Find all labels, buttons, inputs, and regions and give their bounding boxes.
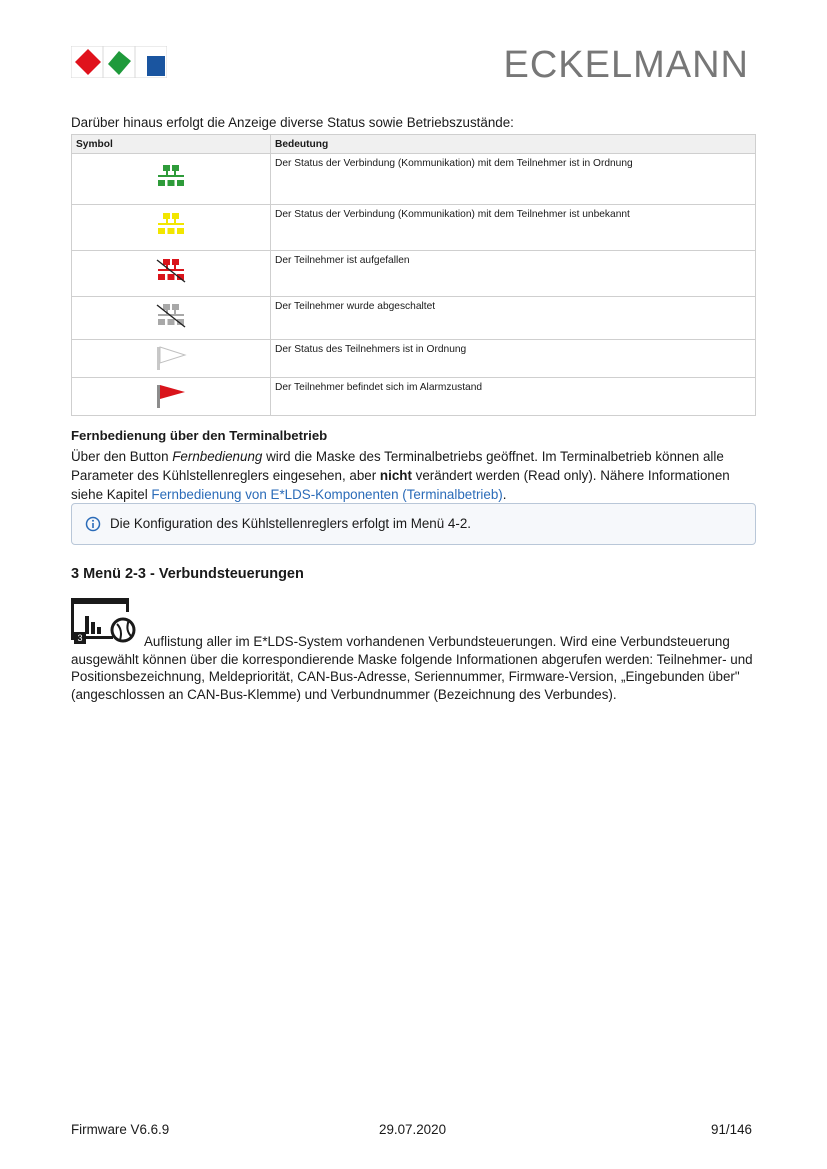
table-header-row (72, 135, 756, 154)
table-row (72, 378, 756, 416)
section-text-rest: ausgewählt können über die korrespondierende Maske folgende Informationen abgerufen werden: Teilnehmer- und Positionsbezeichnung, Meldepriorität, CAN-Bus-Adresse, Seriennummer, Firmware-Version, „Eingebunden über" (angeschlossen an CAN-Bus-Klemme) und Verbundnummer (Bezeichnung des Verbundes). (71, 651, 753, 702)
network-ok-icon (154, 164, 188, 192)
eckelmann-logo-squares (71, 46, 167, 78)
row-meaning: Der Teilnehmer befindet sich im Alarmzustand (271, 378, 756, 416)
network-disabled-icon (154, 303, 188, 331)
network-failed-icon (154, 258, 188, 286)
column-header-symbol: Symbol (72, 135, 271, 154)
row-meaning: Der Status des Teilnehmers ist in Ordnung (271, 340, 756, 378)
column-header-meaning: Bedeutung (271, 135, 756, 154)
remote-button-name: Fernbedienung (172, 449, 263, 464)
table-row (72, 154, 756, 205)
row-meaning: Der Status der Verbindung (Kommunikation) mit dem Teilnehmer ist in Ordnung (271, 154, 756, 205)
info-note-text: Die Konfiguration des Kühlstellenreglers erfolgt im Menü 4-2. (110, 516, 471, 531)
table-row (72, 297, 756, 340)
section-text-first-line: Auflistung aller im E*LDS-System vorhandenen Verbundsteuerungen. Wird eine Verbundsteuerung (144, 634, 730, 649)
remote-text-3: verändert werden (Read only). Nähere Informationen siehe Kapitel (71, 468, 730, 502)
brand-logo: ECKELMANN (503, 44, 749, 86)
table-row (72, 251, 756, 297)
row-meaning: Der Teilnehmer ist aufgefallen (271, 251, 756, 297)
remote-text-4: . (502, 487, 507, 502)
remote-text-1: Über den Button (71, 449, 173, 464)
section-heading: 3 Menü 2-3 - Verbundsteuerungen (71, 566, 304, 582)
intro-text: Darüber hinaus erfolgt die Anzeige diverse Status sowie Betriebszustände: (71, 115, 514, 130)
menu-icon-badge: 3 (74, 632, 86, 644)
remote-emphasis: nicht (379, 468, 412, 483)
table-row (72, 340, 756, 378)
chapter-link[interactable]: Fernbedienung von E*LDS-Komponenten (Terminalbetrieb) (151, 487, 503, 502)
remote-paragraph (71, 447, 761, 504)
section-paragraph (71, 633, 761, 703)
flag-alarm-icon (154, 381, 188, 409)
info-note (71, 503, 756, 545)
remote-heading: Fernbedienung über den Terminalbetrieb (71, 428, 328, 443)
row-meaning: Der Teilnehmer wurde abgeschaltet (271, 297, 756, 340)
footer-date: 29.07.2020 (379, 1122, 447, 1137)
row-meaning: Der Status der Verbindung (Kommunikation) mit dem Teilnehmer ist unbekannt (271, 205, 756, 251)
footer-firmware: Firmware V6.6.9 (71, 1122, 170, 1137)
table-row (72, 205, 756, 251)
footer-page-number: 91/146 (711, 1122, 752, 1137)
network-unknown-icon (154, 212, 188, 240)
status-table (71, 134, 756, 416)
remote-text-2: wird die Maske des Terminalbetriebs geöffnet. Im Terminalbetrieb können alle Parameter des Kühlstellenreglers eingesehen, aber (71, 449, 724, 483)
flag-ok-icon (154, 343, 188, 371)
info-icon (85, 516, 101, 532)
